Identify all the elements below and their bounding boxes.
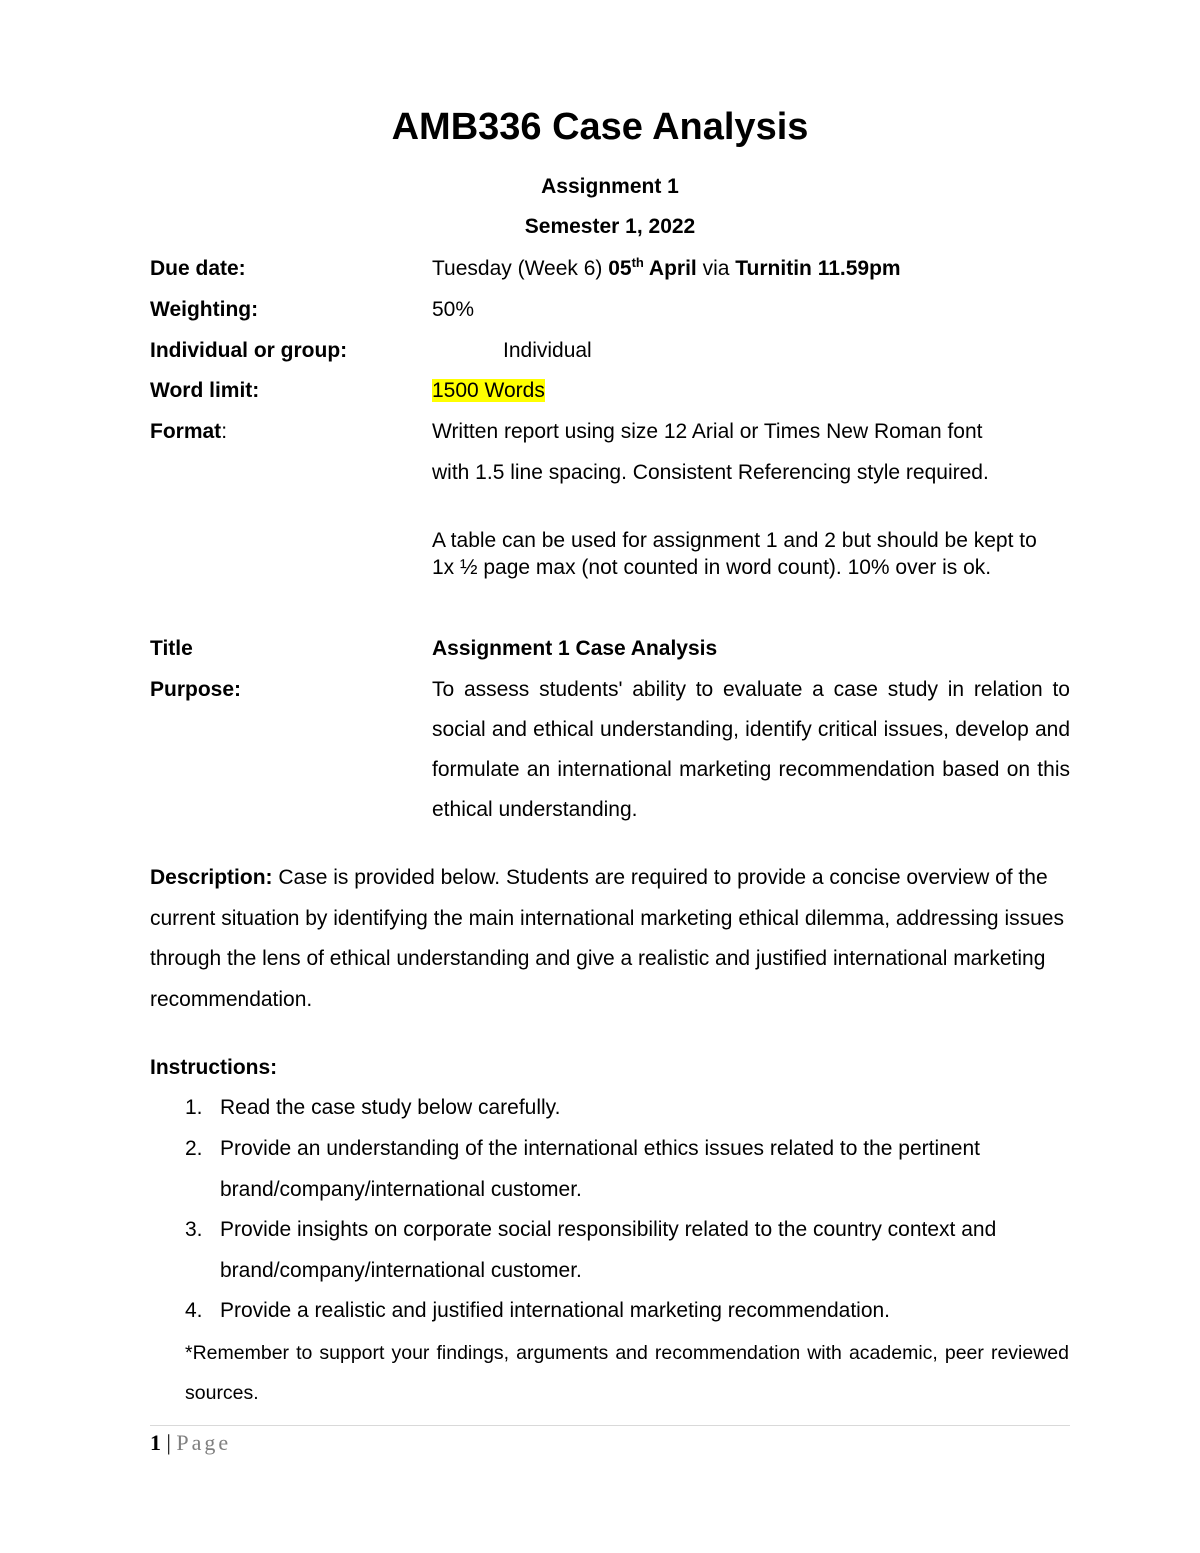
list-item-text: Provide insights on corporate social responsibility related to the country context and brand/company/international customer. — [220, 1218, 997, 1282]
page-footer — [150, 1430, 231, 1456]
list-item-text: Read the case study below carefully. — [220, 1096, 561, 1119]
weighting-label: Weighting: — [150, 298, 259, 321]
description-label: Description: — [150, 866, 273, 889]
list-item-text: Provide an understanding of the international ethics issues related to the pertinent brand/company/international customer. — [220, 1137, 980, 1201]
sources-note: *Remember to support your findings, arguments and recommendation with academic, peer reviewed sources. — [185, 1342, 1069, 1404]
list-item-number: 2. — [185, 1137, 203, 1160]
due-date-turnitin: Turnitin 11.59pm — [735, 257, 901, 280]
format-line-2: with 1.5 line spacing. Consistent Referencing style required. — [432, 461, 989, 484]
assignment-heading: Assignment 1 — [541, 175, 679, 198]
weighting-value: 50% — [432, 298, 475, 321]
format-table-note: A table can be used for assignment 1 and 2 but should be kept to 1x ½ page max (not counted in word count). 10% over is ok. — [432, 529, 1037, 579]
footer-divider — [150, 1425, 1070, 1426]
semester-heading: Semester 1, 2022 — [524, 215, 696, 238]
instructions-label: Instructions: — [150, 1056, 278, 1079]
description-paragraph — [150, 858, 1070, 1020]
due-date-suffix: th — [631, 255, 644, 270]
word-limit-label: Word limit: — [150, 379, 260, 402]
group-value: Individual — [503, 339, 592, 362]
document-title: AMB336 Case Analysis — [391, 106, 809, 148]
due-date-via: via — [696, 257, 736, 280]
word-limit-highlight: 1500 Words — [432, 379, 545, 402]
footer-separator: | — [161, 1430, 177, 1455]
group-label: Individual or group: — [150, 339, 348, 362]
due-date-day: 05 — [608, 257, 632, 280]
purpose-value: To assess students' ability to evaluate a case study in relation to social and ethical understanding, identify critical issues, develop and formulate an international marketing recommendation based on this ethical understanding. — [432, 678, 1070, 821]
format-label: Format: — [150, 420, 228, 443]
due-date-value — [432, 257, 901, 281]
list-item-number: 4. — [185, 1299, 203, 1322]
format-line-1: Written report using size 12 Arial or Times New Roman font — [432, 420, 983, 443]
due-date-month: April — [643, 257, 697, 280]
list-item-number: 1. — [185, 1096, 203, 1119]
list-item-text: Provide a realistic and justified international marketing recommendation. — [220, 1299, 891, 1322]
title-value: Assignment 1 Case Analysis — [432, 637, 718, 660]
page-number: 1 — [150, 1430, 161, 1455]
list-item-number: 3. — [185, 1218, 203, 1241]
purpose-label: Purpose: — [150, 678, 242, 701]
word-limit-value — [432, 379, 545, 403]
due-date-label: Due date: — [150, 257, 246, 280]
title-label: Title — [150, 637, 193, 660]
due-date-weekday: Tuesday (Week 6) — [432, 257, 609, 280]
description-text: Case is provided below. Students are required to provide a concise overview of the current situation by identifying the main international marketing ethical dilemma, addressing issues through the lens of ethical understanding and give a realistic and justified international marketing recommendation. — [150, 866, 1064, 1011]
page-word: Page — [176, 1430, 232, 1455]
